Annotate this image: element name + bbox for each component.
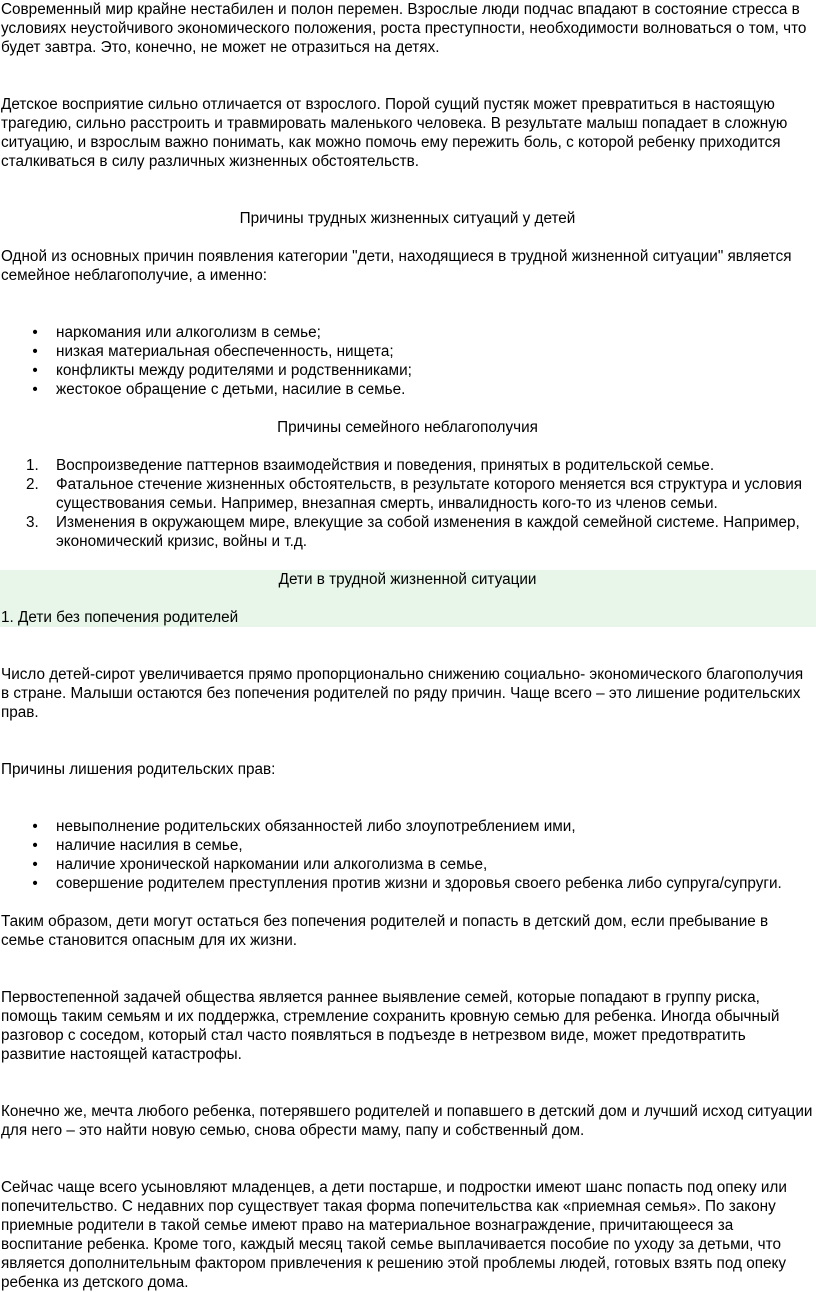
paragraph-spacer	[0, 589, 816, 608]
orphans-paragraph: Число детей-сирот увеличивается прямо пропорционально снижению социально- экономического благополучия в стране. Малыши остаются без попечения родителей по ряду причин. Чаще всего – это лишение родительских прав.	[1, 666, 804, 721]
paragraph-spacer	[0, 304, 816, 323]
paragraph-spacer	[0, 722, 816, 741]
list-item: • совершение родителем преступления против жизни и здоровья своего ребенка либо супруга/супруги.	[0, 874, 816, 893]
list-item: 3. Изменения в окружающем мире, влекущие за собой изменения в каждой семейной системе. Например, экономический кризис, войны и т.д.	[26, 514, 800, 550]
list-item: • конфликты между родителями и родственниками;	[0, 361, 816, 380]
list-item: • наркомания или алкоголизм в семье;	[0, 323, 816, 342]
intro-paragraph-2: Детское восприятие сильно отличается от взрослого. Порой сущий пустяк может превратиться в настоящую трагедию, сильно расстроить и травмировать маленького человека. В результате малыш попадает в сложную ситуацию, и взрослым важно понимать, как можно помочь ему пережить боль, с которой ребенку приходится сталкиваться в силу различных жизненных обстоятельств.	[1, 96, 788, 170]
list-item: 2. Фатальное стечение жизненных обстоятельств, в результате которого меняется вся структура и условия существования семьи. Например, внезапная смерть, инвалидность кого-то из членов семьи.	[26, 476, 803, 512]
section-heading-difficult-situations: Причины трудных жизненных ситуаций у детей	[239, 210, 576, 227]
paragraph-spacer	[0, 969, 816, 988]
deprivation-reasons-list	[0, 817, 816, 893]
bullet-icon: •	[32, 837, 38, 854]
list-item: 1. Воспроизведение паттернов взаимодействия и поведения, принятых в родительской семье.	[26, 457, 715, 474]
paragraph-spacer	[0, 779, 816, 798]
paragraph-spacer	[0, 190, 816, 209]
paragraph-spacer	[0, 1083, 816, 1102]
bullet-icon: •	[32, 381, 38, 398]
conclusion-paragraph: Таким образом, дети могут остаться без попечения родителей и попасть в детский дом, если пребывание в семье становится опасным для их жизни.	[1, 913, 769, 949]
foster-family-paragraph: Сейчас чаще всего усыновляют младенцев, а дети постарше, и подростки имеют шанс попасть под опеку или попечительство. С недавних пор существует такая форма попечительства как «приемная семья». По закону приемные родители в такой семье имеют право на материальное вознаграждение, причитающееся за воспитание ребенка. Кроме того, каждый месяц такой семье выплачивается пособие по уходу за детьми, что является дополнительным фактором привлечения к решению этой проблемы людей, готовых взять под опеку ребенка из детского дома.	[1, 1179, 787, 1291]
paragraph-spacer	[0, 893, 816, 912]
list-item: • наличие хронической наркомании или алкоголизма в семье,	[0, 855, 816, 874]
family-problems-list	[0, 323, 816, 399]
paragraph-spacer	[0, 950, 816, 969]
bullet-icon: •	[32, 818, 38, 835]
family-causes-list	[0, 456, 816, 551]
bullet-icon: •	[32, 343, 38, 360]
list-item: • жестокое обращение с детьми, насилие в семье.	[0, 380, 816, 399]
deprivation-reasons-intro: Причины лишения родительских прав:	[1, 761, 276, 778]
list-number: 2.	[26, 476, 39, 493]
list-item: • наличие насилия в семье,	[0, 836, 816, 855]
paragraph-spacer	[0, 1064, 816, 1083]
paragraph-spacer	[0, 1140, 816, 1159]
list-number: 1.	[26, 457, 39, 474]
paragraph-spacer	[0, 171, 816, 190]
section1-paragraph: Одной из основных причин появления категории "дети, находящиеся в трудной жизненной ситуации" является семейное неблагополучие, а именно:	[1, 248, 792, 284]
list-item: • невыполнение родительских обязанностей либо злоупотреблением ими,	[0, 817, 816, 836]
paragraph-spacer	[0, 627, 816, 646]
paragraph-spacer	[0, 437, 816, 456]
paragraph-spacer	[0, 741, 816, 760]
list-item: • низкая материальная обеспеченность, нищета;	[0, 342, 816, 361]
paragraph-spacer	[0, 57, 816, 76]
paragraph-spacer	[0, 551, 816, 570]
child-dream-paragraph: Конечно же, мечта любого ребенка, потерявшего родителей и попавшего в детский дом и лучший исход ситуации для него – это найти новую семью, снова обрести маму, папу и собственный дом.	[1, 1103, 813, 1139]
list-number: 3.	[26, 514, 39, 531]
paragraph-spacer	[0, 1159, 816, 1178]
section-heading-family-causes: Причины семейного неблагополучия	[277, 419, 538, 436]
paragraph-spacer	[0, 285, 816, 304]
paragraph-spacer	[0, 228, 816, 247]
section3-subheading: 1. Дети без попечения родителей	[1, 609, 239, 626]
highlighted-section-header	[0, 570, 816, 627]
paragraph-spacer	[0, 798, 816, 817]
bullet-icon: •	[32, 875, 38, 892]
section-heading-children-in-difficulty: Дети в трудной жизненной ситуации	[278, 571, 537, 588]
paragraph-spacer	[0, 76, 816, 95]
paragraph-spacer	[0, 646, 816, 665]
bullet-icon: •	[32, 856, 38, 873]
bullet-icon: •	[32, 324, 38, 341]
paragraph-spacer	[0, 399, 816, 418]
intro-paragraph-1: Современный мир крайне нестабилен и полон перемен. Взрослые люди подчас впадают в состояние стресса в условиях неустойчивого экономического положения, роста преступности, необходимости волноваться о том, что будет завтра. Это, конечно, не может не отразиться на детях.	[1, 1, 807, 56]
society-task-paragraph: Первостепенной задачей общества является раннее выявление семей, которые попадают в группу риска, помощь таким семьям и их поддержка, стремление сохранить кровную семью для ребенка. Иногда обычный разговор с соседом, который стал часто появляться в подъезде в нетрезвом виде, может предотвратить развитие настоящей катастрофы.	[1, 989, 780, 1063]
bullet-icon: •	[32, 362, 38, 379]
